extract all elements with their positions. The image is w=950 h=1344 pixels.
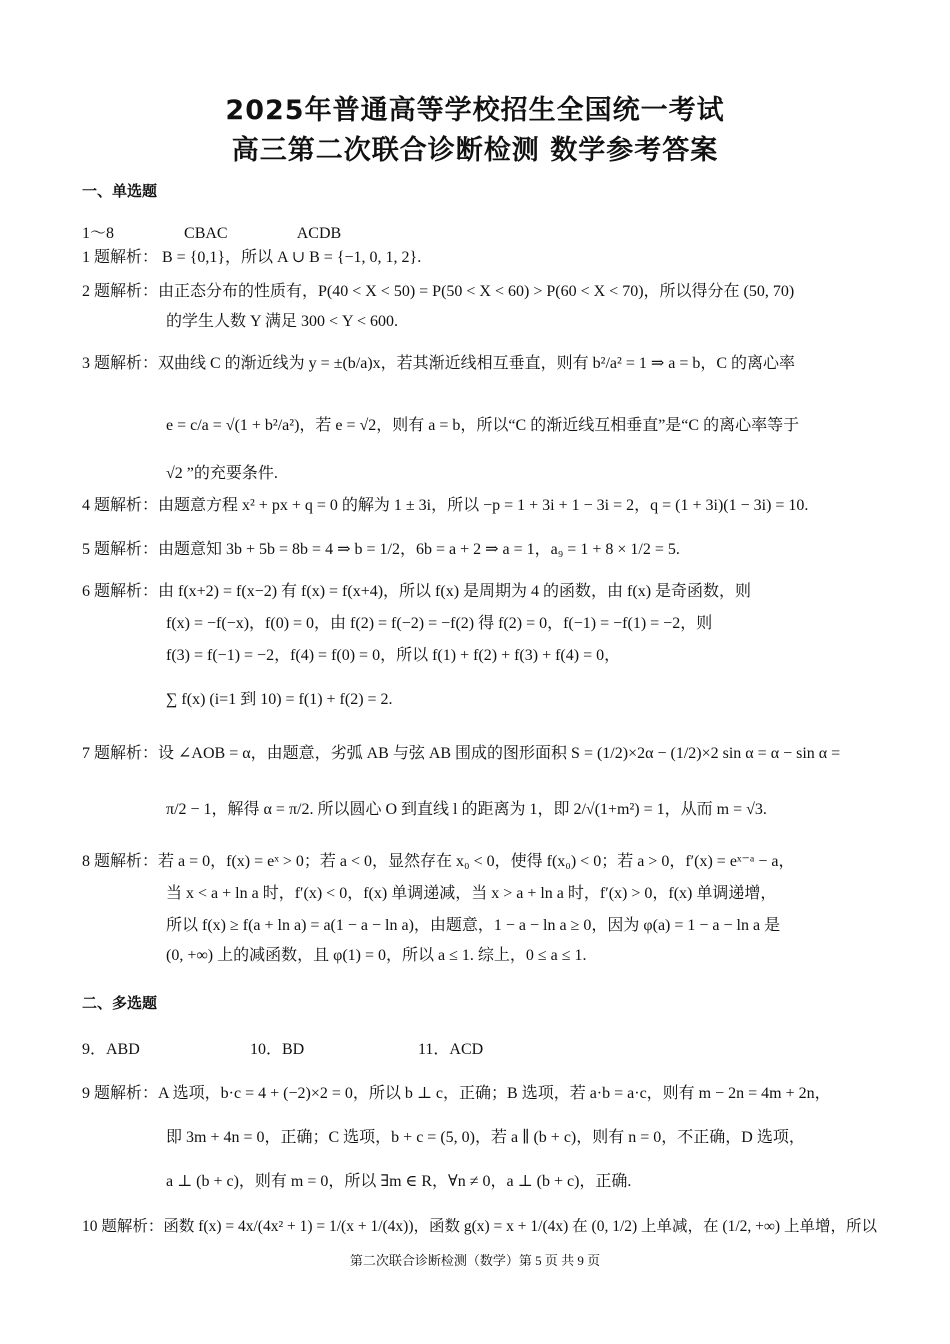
solution-q4: 4 题解析：由题意方程 x² + px + q = 0 的解为 1 ± 3i，所以 −p = 1 + 3i + 1 − 3i = 2，q = (1 + 3i)(1 − 3i) = 10.: [82, 497, 809, 514]
answer-11: 11．ACD: [418, 1041, 484, 1058]
solution-q7-line-2: π/2 − 1，解得 α = π/2. 所以圆心 O 到直线 l 的距离为 1，即 2/√(1+m²) = 1，从而 m = √3.: [166, 801, 767, 818]
solution-q3-line-1: 3 题解析：双曲线 C 的渐近线为 y = ±(b/a)x，若其渐近线相互垂直，则有 b²/a² = 1 ⇒ a = b，C 的离心率: [82, 355, 796, 372]
solution-q2-line-2: 的学生人数 Y 满足 300 < Y < 600.: [166, 313, 398, 330]
solution-q6-line-1: 6 题解析：由 f(x+2) = f(x−2) 有 f(x) = f(x+4)，所以 f(x) 是周期为 4 的函数，由 f(x) 是奇函数，则: [82, 583, 752, 600]
answers-range: 1～8: [82, 225, 115, 242]
solution-q5: 5 题解析：由题意知 3b + 5b = 8b = 4 ⇒ b = 1/2，6b = a + 2 ⇒ a = 1，a₉ = 1 + 8 × 1/2 = 5.: [82, 541, 680, 558]
solution-q6-line-3: f(3) = f(−1) = −2，f(4) = f(0) = 0，所以 f(1) + f(2) + f(3) + f(4) = 0，: [166, 647, 621, 664]
answers-group-2: ACDB: [296, 225, 342, 242]
solution-q2-line-1: 2 题解析：由正态分布的性质有，P(40 < X < 50) = P(50 < X < 60) > P(60 < X < 70)，所以得分在 (50, 70): [82, 283, 795, 300]
solution-q8-line-1: 8 题解析：若 a = 0，f(x) = eˣ > 0；若 a < 0，显然存在 x₀ < 0，使得 f(x₀) < 0；若 a > 0，f′(x) = eˣ⁻ᵃ − a，: [82, 853, 795, 870]
section-heading-multiple-choice: 二、多选题: [82, 994, 158, 1012]
solution-q6-line-2: f(x) = −f(−x)，f(0) = 0，由 f(2) = f(−2) = −f(2) 得 f(2) = 0，f(−1) = −f(1) = −2，则: [166, 615, 713, 632]
solution-q8-line-3: 所以 f(x) ≥ f(a + ln a) = a(1 − a − ln a)，由题意，1 − a − ln a ≥ 0，因为 φ(a) = 1 − a − ln a 是: [166, 917, 781, 934]
title-line-2: 高三第二次联合诊断检测 数学参考答案: [231, 135, 719, 166]
answers-group-1: CBAC: [184, 225, 228, 242]
solution-q8-line-2: 当 x < a + ln a 时，f′(x) < 0，f(x) 单调递减，当 x > a + ln a 时，f′(x) > 0，f(x) 单调递增，: [166, 885, 777, 902]
solution-q6-line-4: ∑ f(x) (i=1 到 10) = f(1) + f(2) = 2.: [166, 691, 393, 708]
answer-10: 10．BD: [250, 1041, 305, 1058]
solution-q3-line-3: √2 ”的充要条件.: [166, 465, 278, 482]
solution-q7-line-1: 7 题解析：设 ∠AOB = α，由题意，劣弧 AB 与弦 AB 围成的图形面积 S = (1/2)×2α − (1/2)×2 sin α = α − sin α =: [82, 745, 841, 762]
title-line-1: 2025年普通高等学校招生全国统一考试: [225, 95, 725, 126]
solution-q9-line-2: 即 3m + 4n = 0，正确；C 选项，b + c = (5, 0)，若 a ∥ (b + c)，则有 n = 0，不正确，D 选项，: [166, 1129, 805, 1146]
solution-q10-line-1: 10 题解析：函数 f(x) = 4x/(4x² + 1) = 1/(x + 1/(4x))，函数 g(x) = x + 1/(4x) 在 (0, 1/2) 上单减，在 (1/2, +∞) 上单增，所以: [82, 1218, 877, 1235]
page-footer: 第二次联合诊断检测（数学）第 5 页 共 9 页: [349, 1253, 601, 1268]
solution-q3-line-2: e = c/a = √(1 + b²/a²)，若 e = √2，则有 a = b，所以“C 的渐近线互相垂直”是“C 的离心率等于: [166, 417, 800, 434]
section-heading-single-choice: 一、单选题: [82, 182, 158, 200]
solution-q9-line-1: 9 题解析：A 选项，b·c = 4 + (−2)×2 = 0，所以 b ⊥ c，正确；B 选项，若 a·b = a·c，则有 m − 2n = 4m + 2n，: [82, 1085, 831, 1102]
solution-q9-line-3: a ⊥ (b + c)，则有 m = 0，所以 ∃m ∈ R，∀n ≠ 0，a ⊥ (b + c)，正确.: [166, 1173, 632, 1190]
answer-9: 9．ABD: [82, 1041, 140, 1058]
answers-1-8: [82, 220, 341, 243]
solution-q1: 1 题解析： B = {0,1}，所以 A ∪ B = {−1, 0, 1, 2}.: [82, 249, 422, 266]
solution-q8-line-4: (0, +∞) 上的减函数，且 φ(1) = 0，所以 a ≤ 1. 综上，0 ≤ a ≤ 1.: [166, 947, 587, 964]
